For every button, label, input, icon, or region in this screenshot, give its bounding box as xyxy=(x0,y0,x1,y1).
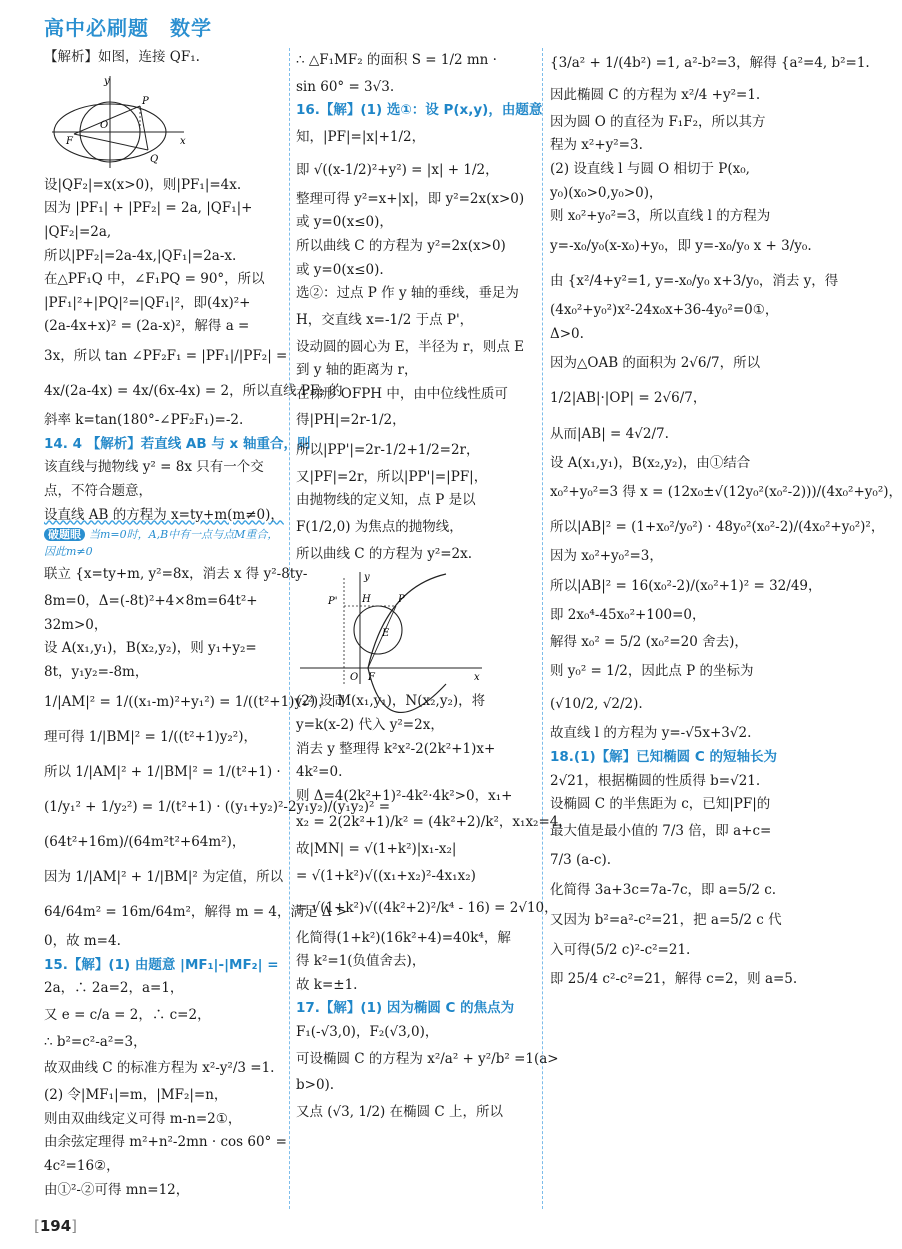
text-line: 从而|AB| = 4√2/7. xyxy=(550,425,669,442)
text-line: (2) 设 M(x₁,y₁)，N(x₂,y₂)，将 xyxy=(296,693,486,710)
hint-label: 破题眼 xyxy=(44,528,85,541)
text-line: 因此椭圆 C 的方程为 x²/4 +y²=1. xyxy=(550,87,761,104)
text-line: 则 Δ=4(2k²+1)²-4k²·4k²>0，x₁+ xyxy=(296,787,513,804)
fig-label-y: y xyxy=(104,75,110,87)
book-title: 高中必刷题 数学 xyxy=(44,16,212,40)
text-line: 整理可得 y²=x+|x|，即 y²=2x(x>0) xyxy=(296,190,525,207)
text-line: 因为 1/|AM|² + 1/|BM|² 为定值，所以 xyxy=(44,868,284,885)
text-line: 点，不符合题意， xyxy=(44,483,152,500)
text-line: 该直线与抛物线 y² = 8x 只有一个交 xyxy=(44,459,264,476)
text-line: 或 y=0(x≤0)， xyxy=(296,214,393,231)
text-line: F₁(-√3,0)，F₂(√3,0)， xyxy=(296,1024,439,1041)
text-line: 因为 x₀²+y₀²=3， xyxy=(550,548,663,565)
text-line: (2a-4x+x)² = (2a-x)²，解得 a = xyxy=(44,318,250,335)
fig-label-p: P xyxy=(142,95,149,107)
text-line: b>0). xyxy=(296,1077,335,1094)
fig-label-h: H xyxy=(362,594,371,606)
text-line: 得 k²=1(负值舍去)， xyxy=(296,953,426,970)
text-line: 入可得(5/2 c)²-c²=21. xyxy=(550,941,691,958)
text-line: y=-x₀/y₀(x-x₀)+y₀，即 y=-x₀/y₀ x + 3/y₀. xyxy=(550,237,812,254)
text-line: 由抛物线的定义知，点 P 是以 xyxy=(296,492,476,509)
text-line: 设 A(x₁,y₁)，B(x₂,y₂)，由①结合 xyxy=(550,454,751,471)
question-18-line: 18.(1)【解】已知椭圆 C 的短轴长为 xyxy=(550,748,777,765)
text-line: 8m=0，Δ=(-8t)²+4×8m=64t²+ xyxy=(44,593,258,609)
text-line: 1/|AM|² = 1/((x₁-m)²+y₁²) = 1/((t²+1)y₁²)，同 xyxy=(44,693,346,710)
fig-label-e: E xyxy=(382,628,390,640)
text-line: ∴ b²=c²-a²=3， xyxy=(44,1033,147,1050)
question-15-line: 15.【解】(1) 由题意 |MF₁|-|MF₂| = xyxy=(44,956,279,973)
text-line: 因为圆 O 的直径为 F₁F₂，所以其方 xyxy=(550,113,766,130)
fig-label-p-prime: P' xyxy=(328,596,338,608)
fig-label-x: x xyxy=(474,672,480,684)
text-line: 2a，∴ 2a=2，a=1， xyxy=(44,980,184,997)
column-divider xyxy=(289,48,290,1209)
text-line: = √(1+k²)√((4k²+2)²/k⁴ - 16) = 2√10， xyxy=(296,900,558,917)
text-line: 到 y 轴的距离为 r， xyxy=(296,362,418,379)
text-line: Δ>0. xyxy=(550,325,584,342)
text-line: 消去 y 整理得 k²x²-2(2k²+1)x+ xyxy=(296,740,496,757)
text-line: (√10/2, √2/2). xyxy=(550,696,643,713)
text-line: 所以曲线 C 的方程为 y²=2x. xyxy=(296,545,473,562)
text-line: y₀)(x₀>0,y₀>0)， xyxy=(550,184,663,201)
text-line: (2) 设直线 l 与圆 O 相切于 P(x₀, xyxy=(550,161,750,178)
question-16-line: 16.【解】(1) 选①：设 P(x,y)，由题意 xyxy=(296,102,543,119)
text-line: 【解析】如图，连接 QF₁. xyxy=(44,49,200,65)
column-divider xyxy=(542,48,543,1209)
text-line: 在△PF₁Q 中，∠F₁PQ = 90°，所以 xyxy=(44,271,265,288)
text-line: 因为 |PF₁| + |PF₂| = 2a, |QF₁|+ xyxy=(44,200,253,217)
text-line: 64/64m² = 16m/64m²，解得 m = 4，满足 Δ > xyxy=(44,904,348,921)
column-right xyxy=(550,46,902,1219)
text-line: 程为 x²+y²=3. xyxy=(550,137,643,154)
text-line: 又 e = c/a = 2，∴ c=2， xyxy=(44,1007,211,1024)
text-line: 4k²=0. xyxy=(296,764,343,781)
text-line: 则由双曲线定义可得 m-n=2①， xyxy=(44,1110,242,1127)
text-line: 8t，y₁y₂=-8m， xyxy=(44,663,149,680)
text-line: 7/3 (a-c). xyxy=(550,852,612,869)
text-line: 知，|PF|=|x|+1/2， xyxy=(296,128,426,145)
text-line: 由 {x²/4+y²=1, y=-x₀/y₀ x+3/y₀，消去 y，得 xyxy=(550,273,839,289)
fig-label-o: O xyxy=(350,672,359,684)
text-line: 所以|AB|² = (1+x₀²/y₀²) · 48y₀²(x₀²-2)/(4x₀²+y₀²)²， xyxy=(550,519,885,536)
text-line: 解得 x₀² = 5/2 (x₀²=20 舍去)， xyxy=(550,633,748,650)
fig-label-x: x xyxy=(180,135,186,147)
text-line: 斜率 k=tan(180°-∠PF₂F₁)=-2. xyxy=(44,412,244,429)
text-line: {3/a² + 1/(4b²) =1, a²-b²=3，解得 {a²=4, b²=1. xyxy=(550,55,870,71)
text-line: 联立 {x=ty+m, y²=8x，消去 x 得 y²-8ty- xyxy=(44,566,308,583)
text-line: 又点 (√3, 1/2) 在椭圆 C 上，所以 xyxy=(296,1104,504,1120)
question-14-line: 14. 4 【解析】若直线 AB 与 x 轴重合，则 xyxy=(44,435,311,452)
text-line: 所以 1/|AM|² + 1/|BM|² = 1/(t²+1) · xyxy=(44,763,281,780)
text-line: 即 2x₀⁴-45x₀²+100=0， xyxy=(550,607,706,624)
page-number: [194] xyxy=(34,1216,78,1235)
text-line: 所以|AB|² = 16(x₀²-2)/(x₀²+1)² = 32/49， xyxy=(550,578,822,595)
text-line: 化简得 3a+3c=7a-7c，即 a=5/2 c. xyxy=(550,882,777,899)
text-line: 1/2|AB|·|OP| = 2√6/7， xyxy=(550,390,707,407)
text-line: 故直线 l 的方程为 y=-√5x+3√2. xyxy=(550,725,752,742)
text-line: 又|PF|=2r，所以|PP'|=|PF|， xyxy=(296,468,488,485)
text-line: 在梯形 OFPH 中，由中位线性质可 xyxy=(296,385,508,402)
page-header xyxy=(44,8,784,48)
text-line: 设椭圆 C 的半焦距为 c，已知|PF|的 xyxy=(550,796,771,813)
text-line: 又因为 b²=a²-c²=21，把 a=5/2 c 代 xyxy=(550,911,782,928)
text-line: |PF₁|²+|PQ|²=|QF₁|²，即(4x)²+ xyxy=(44,294,251,311)
fig-label-q: Q xyxy=(150,153,159,165)
text-line: 即 25/4 c²-c²=21，解得 c=2，则 a=5. xyxy=(550,971,798,988)
text-line: 所以|PP'|=2r-1/2+1/2=2r， xyxy=(296,442,480,459)
text-line: ∴ △F₁MF₂ 的面积 S = 1/2 mn · xyxy=(296,52,497,68)
text-line: 即 √((x-1/2)²+y²) = |x| + 1/2， xyxy=(296,161,499,178)
text-line: 设|QF₂|=x(x>0)，则|PF₁|=4x. xyxy=(44,176,242,193)
text-line: sin 60° = 3√3. xyxy=(296,78,395,95)
text-line: 2√21，根据椭圆的性质得 b=√21. xyxy=(550,772,761,789)
text-line: (4x₀²+y₀²)x²-24x₀x+36-4y₀²=0①， xyxy=(550,302,779,319)
text-line: 3x，所以 tan ∠PF₂F₁ = |PF₁|/|PF₂| = xyxy=(44,348,288,364)
text-line: 由余弦定理得 m²+n²-2mn · cos 60° = xyxy=(44,1134,287,1151)
text-line: 设动圆的圆心为 E，半径为 r，则点 E xyxy=(296,338,525,355)
text-line: 或 y=0(x≤0). xyxy=(296,261,384,278)
text-line: (1/y₁² + 1/y₂²) = 1/(t²+1) · ((y₁+y₂)²-2y₁y₂)/(y₁y₂)² = xyxy=(44,798,391,815)
fig-label-y: y xyxy=(364,572,370,584)
text-line: 故|MN| = √(1+k²)|x₁-x₂| xyxy=(296,841,457,858)
text-line: 选②：过点 P 作 y 轴的垂线，垂足为 xyxy=(296,285,519,302)
text-line: F(1/2,0) 为焦点的抛物线， xyxy=(296,519,463,536)
text-line: 4x/(2a-4x) = 4x/(6x-4x) = 2，所以直线 PF₂ 的 xyxy=(44,383,343,400)
fig-label-o: O xyxy=(100,119,109,131)
text-line: 得|PH|=2r-1/2， xyxy=(296,412,406,429)
text-line: 则 x₀²+y₀²=3，所以直线 l 的方程为 xyxy=(550,208,771,225)
text-line: 0，故 m=4. xyxy=(44,933,121,950)
text-line: = √(1+k²)√((x₁+x₂)²-4x₁x₂) xyxy=(296,867,476,884)
hint-note xyxy=(44,527,282,560)
text-line: 设直线 AB 的方程为 x=ty+m(m≠0)， xyxy=(44,506,284,523)
text-line: x₀²+y₀²=3 得 x = (12x₀±√(12y₀²(x₀²-2)))/(4x₀²+y₀²)， xyxy=(550,484,902,501)
text-line: 所以|PF₂|=2a-4x,|QF₁|=2a-x. xyxy=(44,247,237,264)
text-line: 故双曲线 C 的标准方程为 x²-y²/3 =1. xyxy=(44,1060,275,1077)
text-line: 理可得 1/|BM|² = 1/((t²+1)y₂²)， xyxy=(44,728,257,745)
text-line: 设 A(x₁,y₁)，B(x₂,y₂)，则 y₁+y₂= xyxy=(44,640,257,657)
fig-label-f: F xyxy=(368,672,375,684)
fig-label-p: P xyxy=(398,594,405,606)
text-line: 可设椭圆 C 的方程为 x²/a² + y²/b² =1(a> xyxy=(296,1050,559,1067)
text-line: 所以曲线 C 的方程为 y²=2x(x>0) xyxy=(296,237,506,254)
text-line: 则 y₀² = 1/2，因此点 P 的坐标为 xyxy=(550,663,754,680)
text-line: 由①²-②可得 mn=12， xyxy=(44,1181,190,1198)
question-17-line: 17.【解】(1) 因为椭圆 C 的焦点为 xyxy=(296,1000,515,1017)
text-line: 4c²=16②， xyxy=(44,1157,120,1174)
text-line: 因为△OAB 的面积为 2√6/7，所以 xyxy=(550,355,761,372)
text-line: 化简得(1+k²)(16k²+4)=40k⁴，解 xyxy=(296,929,511,946)
parabola-figure xyxy=(296,568,486,688)
text-line: (64t²+16m)/(64m²t²+64m²)， xyxy=(44,833,246,850)
text-line: 最大值是最小值的 7/3 倍，即 a+c= xyxy=(550,822,772,839)
fig-label-f: F xyxy=(66,135,73,147)
text-line: x₂ = 2(2k²+1)/k² = (4k²+2)/k²，x₁x₂=4， xyxy=(296,814,572,831)
text-line: H，交直线 x=-1/2 于点 P'， xyxy=(296,311,474,328)
text-line: y=k(x-2) 代入 y²=2x， xyxy=(296,716,444,733)
text-line: 故 k=±1. xyxy=(296,976,358,993)
text-line: (2) 令|MF₁|=m，|MF₂|=n， xyxy=(44,1087,228,1104)
hint-text: 当m=0时，A,B中有一点与点M重合，因此m≠0 xyxy=(44,528,279,558)
text-line: 32m>0， xyxy=(44,616,108,633)
text-line: |QF₂|=2a, xyxy=(44,223,112,240)
ellipse-figure xyxy=(44,72,194,172)
